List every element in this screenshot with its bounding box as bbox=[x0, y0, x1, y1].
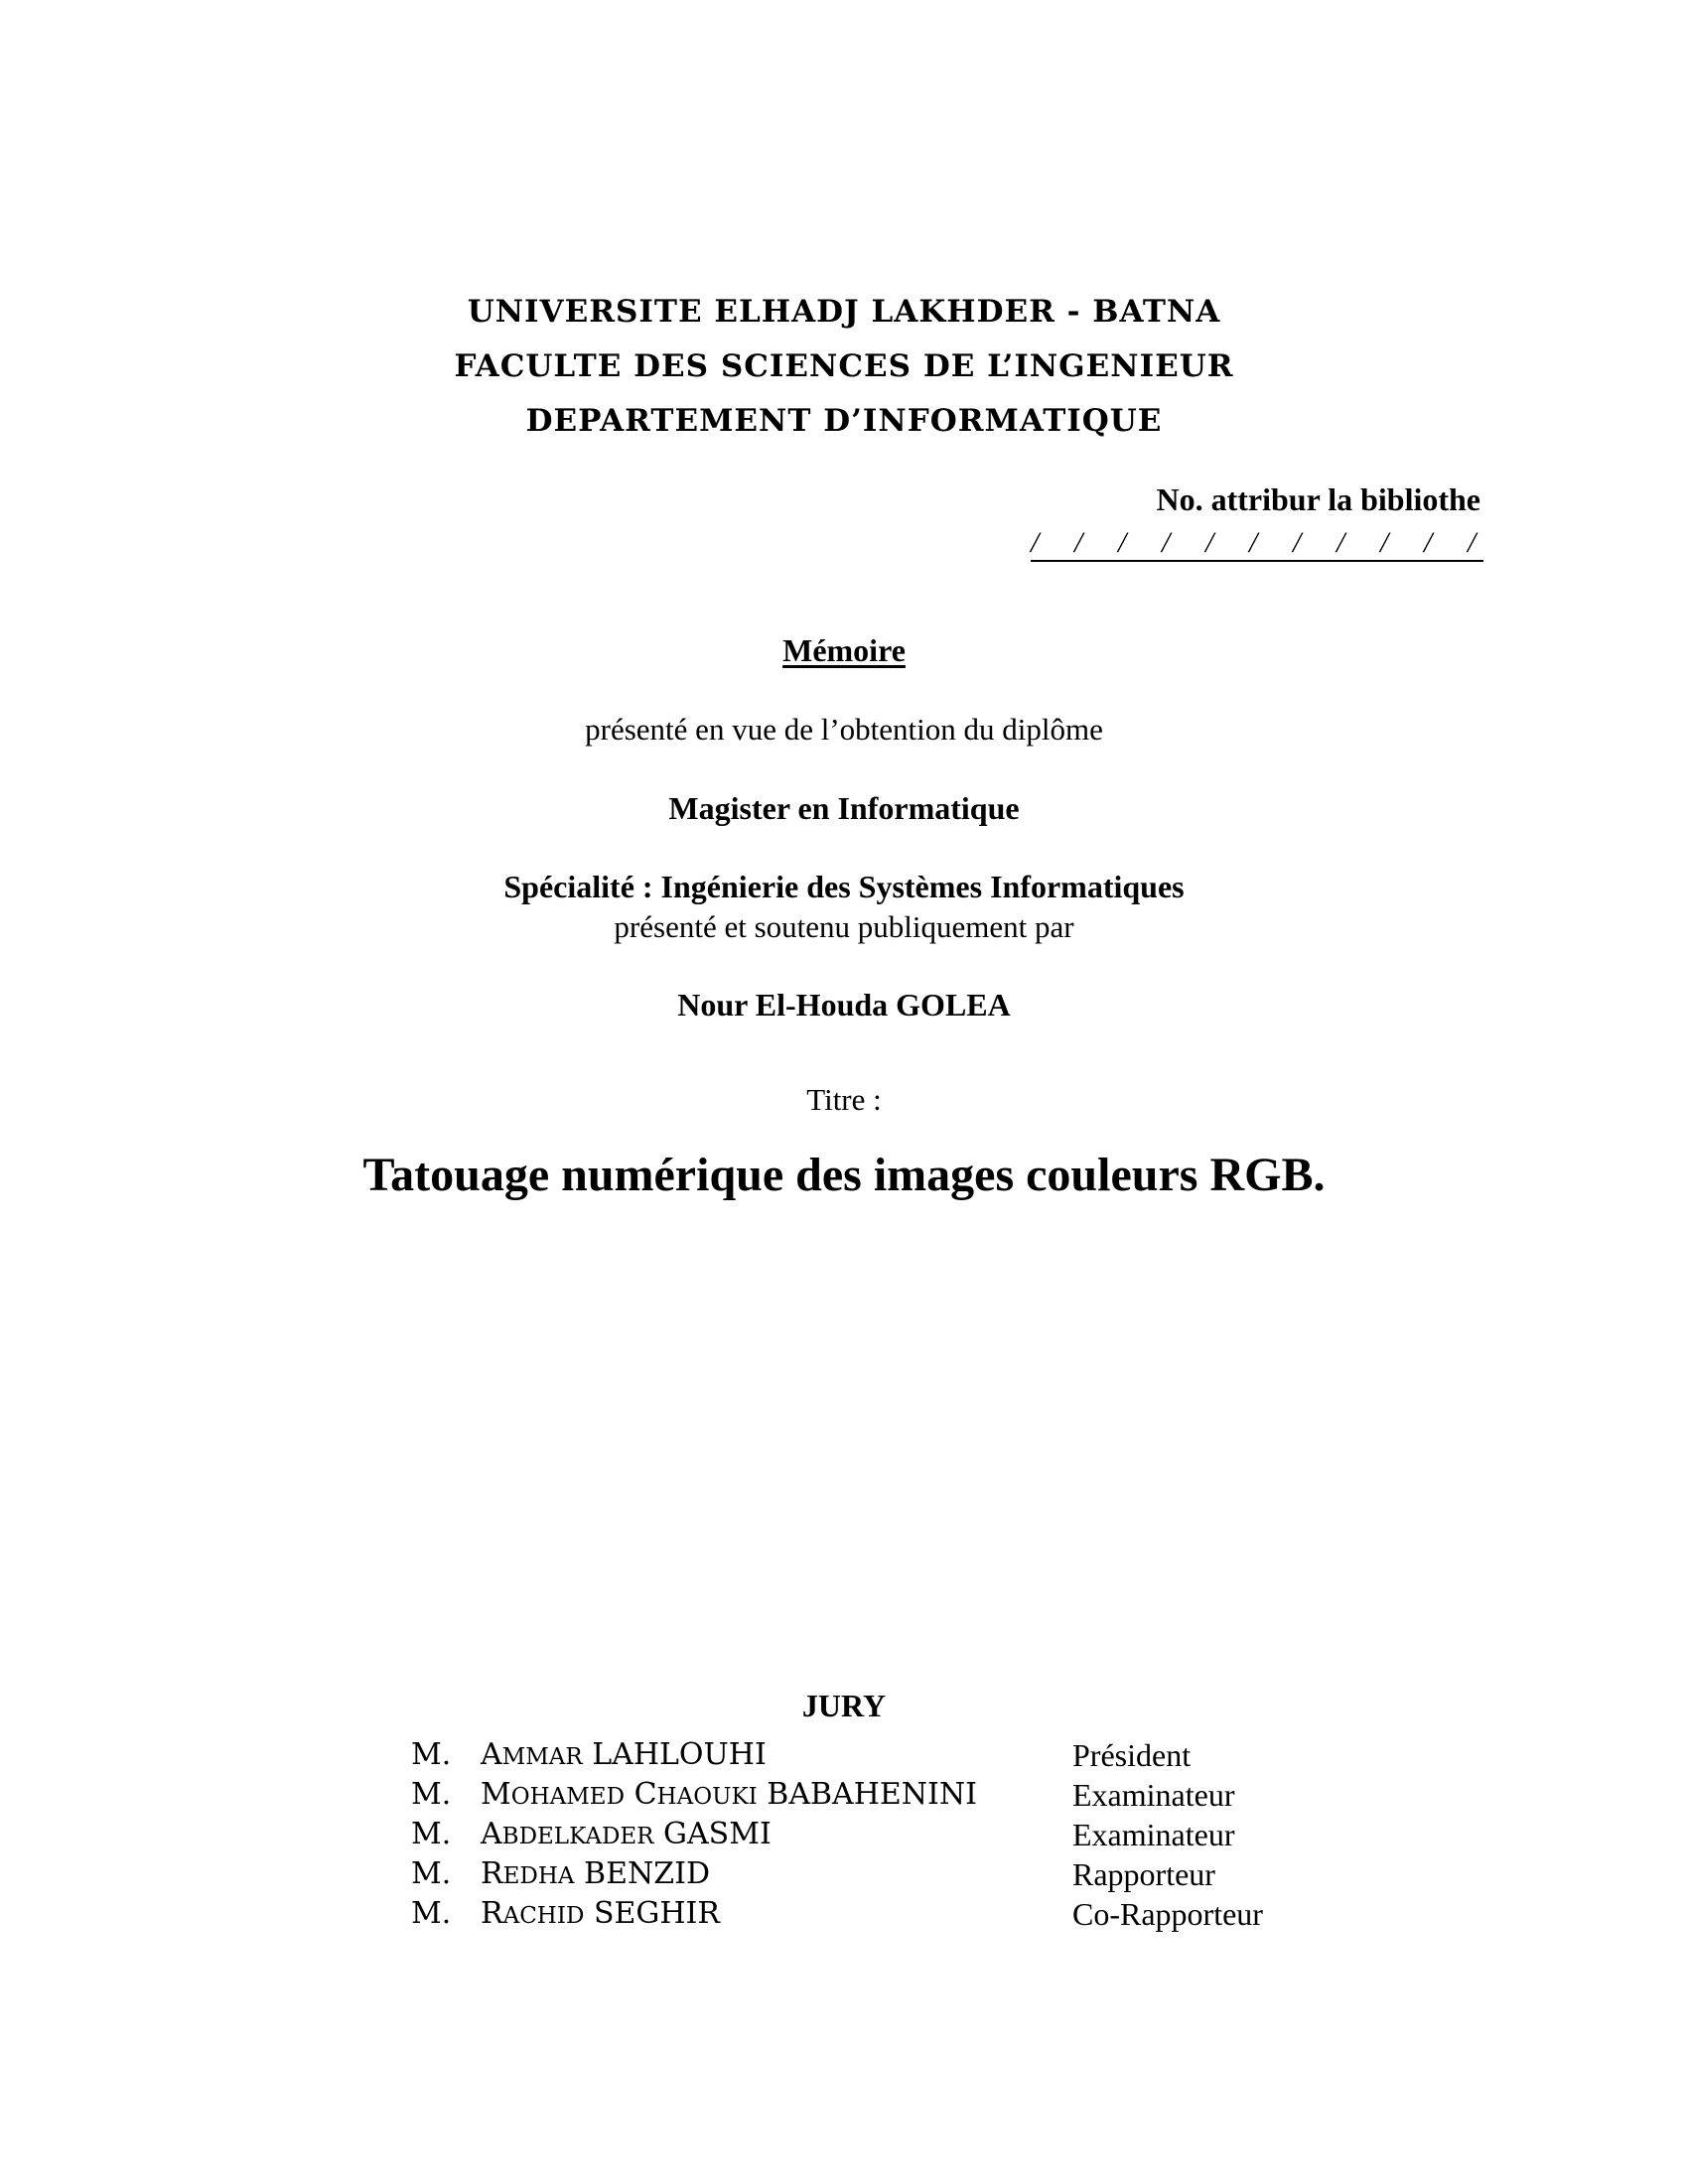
slash-mark: / bbox=[1162, 526, 1171, 559]
library-number-label: No. attribur la bibliothe bbox=[1156, 481, 1480, 517]
slash-mark: / bbox=[1468, 526, 1477, 559]
jury-member-role: Examinateur bbox=[1072, 1817, 1235, 1852]
thesis-title: Tatouage numérique des images couleurs RGB. bbox=[362, 1149, 1326, 1201]
department-name: DEPARTEMENT D’INFORMATIQUE bbox=[525, 403, 1163, 439]
degree-name: Magister en Informatique bbox=[668, 790, 1020, 826]
jury-member-row bbox=[0, 1856, 1688, 1896]
jury-member-row bbox=[0, 1737, 1688, 1777]
slash-mark: / bbox=[1424, 526, 1433, 559]
slash-mark: / bbox=[1336, 526, 1345, 559]
jury-member-prefix: M. bbox=[411, 1817, 452, 1851]
jury-heading: JURY bbox=[801, 1688, 887, 1723]
author-name: Nour El-Houda GOLEA bbox=[677, 987, 1011, 1023]
document-purpose: présenté en vue de l’obtention du diplôme bbox=[585, 712, 1103, 747]
jury-member-role: Co-Rapporteur bbox=[1072, 1896, 1263, 1932]
jury-member-prefix: M. bbox=[411, 1777, 452, 1812]
jury-member-name: MOHAMED CHAOUKI BABAHENINI bbox=[481, 1777, 977, 1812]
jury-member-prefix: M. bbox=[411, 1856, 452, 1891]
slash-mark: / bbox=[1380, 526, 1389, 559]
slash-mark: / bbox=[1031, 526, 1040, 559]
jury-member-name: AMMAR LAHLOUHI bbox=[481, 1737, 767, 1772]
jury-member-prefix: M. bbox=[411, 1737, 452, 1772]
jury-member-row bbox=[0, 1896, 1688, 1936]
slash-mark: / bbox=[1249, 526, 1258, 559]
specialty: Spécialité : Ingénierie des Systèmes Informatiques bbox=[503, 869, 1185, 904]
slash-mark: / bbox=[1118, 526, 1127, 559]
jury-member-row bbox=[0, 1777, 1688, 1817]
slash-mark: / bbox=[1293, 526, 1302, 559]
slash-mark: / bbox=[1205, 526, 1214, 559]
jury-member-row bbox=[0, 1817, 1688, 1856]
jury-member-name: REDHA BENZID bbox=[481, 1856, 710, 1891]
university-name: UNIVERSITE ELHADJ LAKHDER - BATNA bbox=[467, 294, 1221, 330]
jury-member-name: ABDELKADER GASMI bbox=[481, 1817, 772, 1851]
jury-member-role: Examinateur bbox=[1072, 1777, 1235, 1813]
jury-member-role: Rapporteur bbox=[1072, 1856, 1215, 1892]
slash-mark: / bbox=[1074, 526, 1083, 559]
title-label: Titre : bbox=[806, 1082, 882, 1117]
jury-member-role: Président bbox=[1072, 1737, 1192, 1773]
jury-member-name: RACHID SEGHIR bbox=[481, 1896, 720, 1931]
jury-member-prefix: M. bbox=[411, 1896, 452, 1931]
library-number-field bbox=[1031, 528, 1483, 562]
faculty-name: FACULTE DES SCIENCES DE L’INGENIEUR bbox=[454, 348, 1234, 384]
document-type: Mémoire bbox=[782, 632, 906, 668]
presented-by-label: présenté et soutenu publiquement par bbox=[614, 909, 1074, 944]
